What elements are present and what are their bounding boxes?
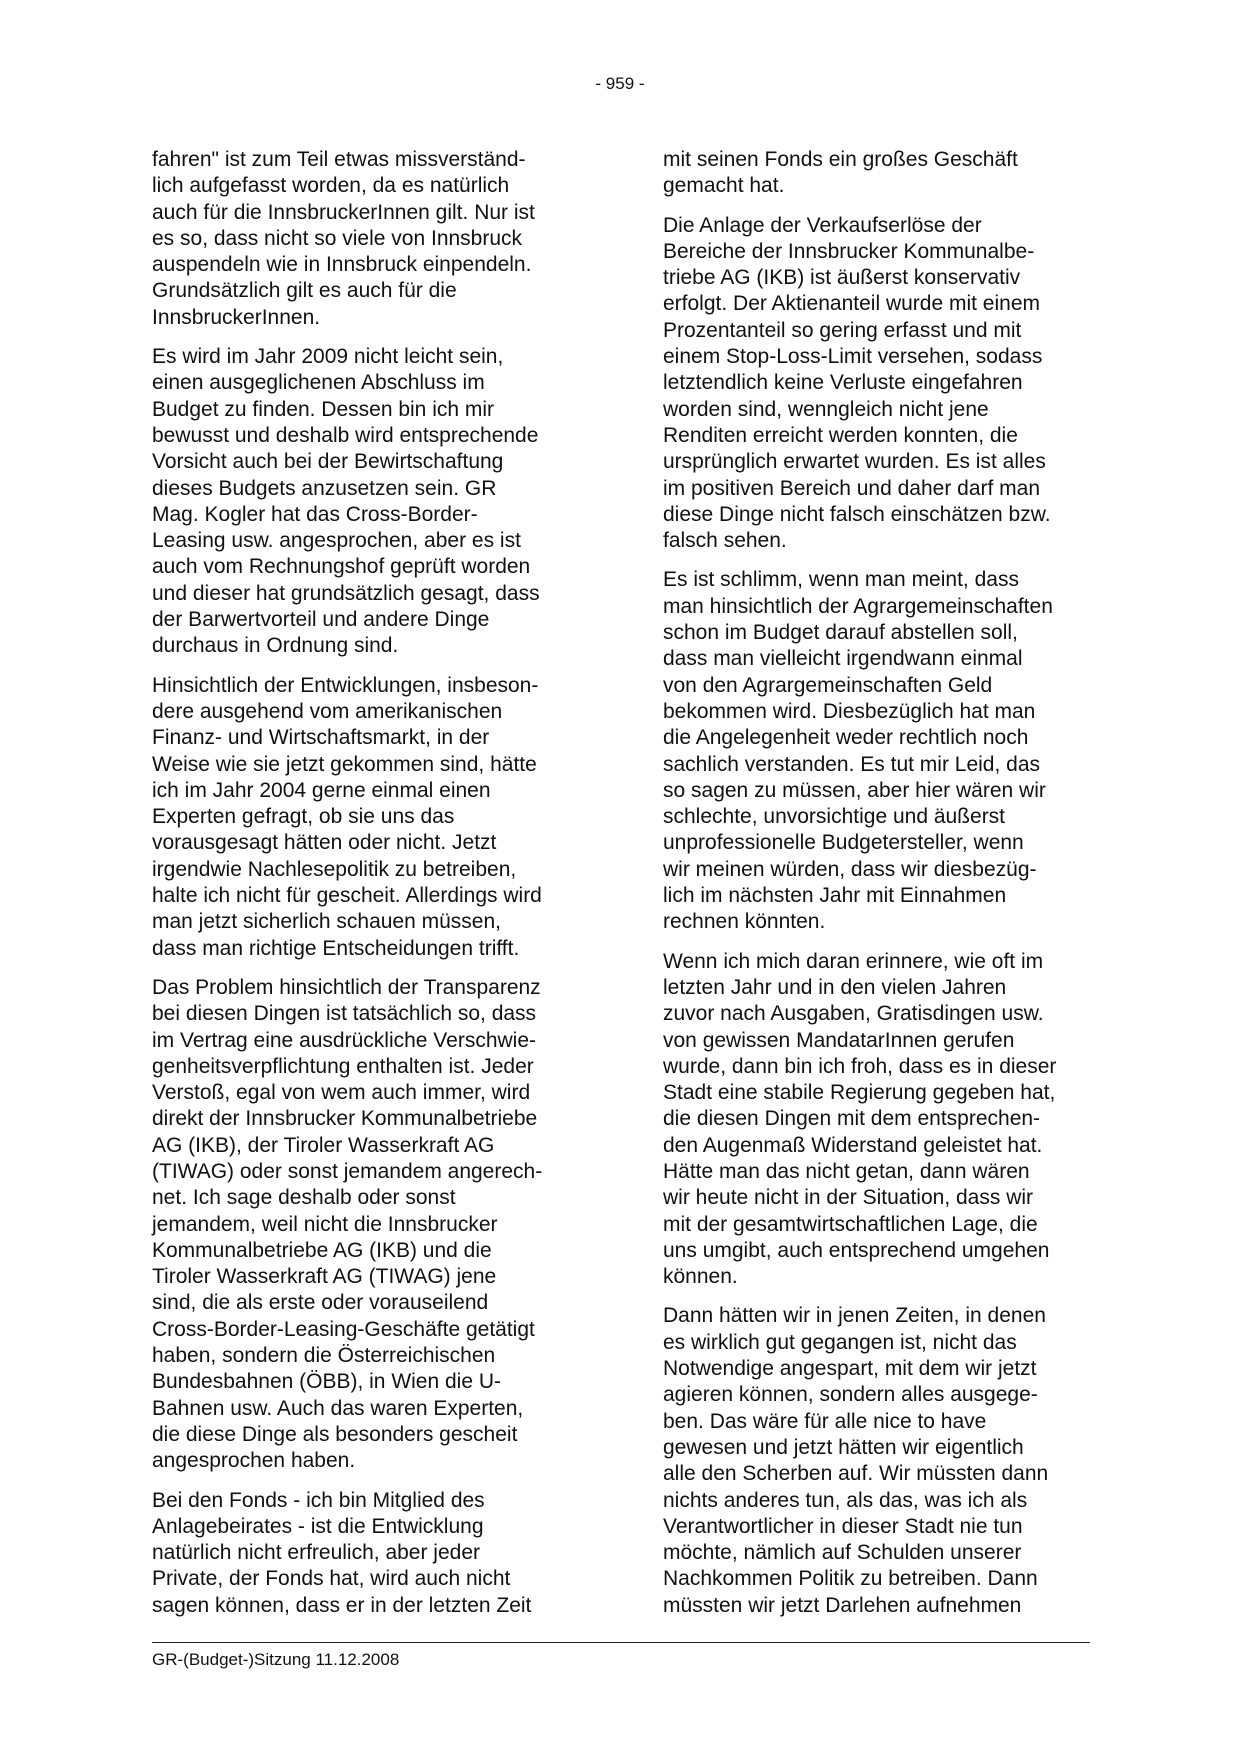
footer-divider (152, 1642, 1090, 1643)
paragraph: Das Problem hinsichtlich der Transparenz bei diesen Dingen ist tatsächlich so, dass im Vertrag eine ausdrückliche Verschwie- genheitsverpflichtung enthalten ist. Jeder Verstoß, egal von wem auch immer, wird direkt der Innsbrucker Kommunalbetriebe AG (IKB), der Tiroler Wasserkraft AG (TIWAG) oder sonst jemandem angerech- net. Ich sage deshalb oder sonst jemandem, weil nicht die Innsbrucker Kommunalbetriebe AG (IKB) und die Tiroler Wasserkraft AG (TIWAG) jene sind, die als erste oder vorauseilend Cross-Border-Leasing-Geschäfte getätigt haben, sondern die Österreichischen Bundesbahnen (ÖBB), in Wien die U- Bahnen usw. Auch das waren Experten, die diese Dinge als besonders gescheit angesprochen haben. (152, 975, 543, 1473)
paragraph: mit seinen Fonds ein großes Geschäft gemacht hat. (663, 148, 1018, 198)
left-text-column (152, 147, 592, 1632)
paragraph: Bei den Fonds - ich bin Mitglied des Anlagebeirates - ist die Entwicklung natürlich nicht erfreulich, aber jeder Private, der Fonds hat, wird auch nicht sagen können, dass er in der letzten Zeit (152, 1488, 532, 1617)
paragraph: Hinsichtlich der Entwicklungen, insbeson- dere ausgehend vom amerikanischen Finanz- und Wirtschaftsmarkt, in der Weise wie sie jetzt gekommen sind, hätte ich im Jahr 2004 gerne einmal einen Experten gefragt, ob sie uns das vorausgesagt hätten oder nicht. Jetzt irgendwie Nachlesepolitik zu betreiben, halte ich nicht für gescheit. Allerdings wird man jetzt sicherlich schauen müssen, dass man richtige Entscheidungen trifft. (152, 673, 542, 960)
paragraph: Wenn ich mich daran erinnere, wie oft im letzten Jahr und in den vielen Jahren zuvor nach Ausgaben, Gratisdingen usw. von gewissen MandatarInnen gerufen wurde, dann bin ich froh, dass es in dieser Stadt eine stabile Regierung gegeben hat, die diesen Dingen mit dem entsprechen- den Augenmaß Widerstand geleistet hat. Hätte man das nicht getan, dann wären wir heute nicht in der Situation, dass wir mit der gesamtwirtschaftlichen Lage, die uns umgibt, auch entsprechend umgehen können. (663, 949, 1057, 1289)
paragraph: fahren" ist zum Teil etwas missverständ- lich aufgefasst worden, da es natürlich auch für die InnsbruckerInnen gilt. Nur ist es so, dass nicht so viele von Innsbruck auspendeln wie in Innsbruck einpendeln. Grundsätzlich gilt es auch für die InnsbruckerInnen. (152, 148, 535, 329)
paragraph: Die Anlage der Verkaufserlöse der Bereiche der Innsbrucker Kommunalbe- triebe AG (IKB) ist äußerst konservativ erfolgt. Der Aktienanteil wurde mit einem Prozentanteil so gering erfasst und mit einem Stop-Loss-Limit versehen, sodass letztendlich keine Verluste eingefahren worden sind, wenngleich nicht jene Renditen erreicht werden konnten, die ursprünglich erwartet wurden. Es ist alles im positiven Bereich und daher darf man diese Dinge nicht falsch einschätzen bzw. falsch sehen. (663, 213, 1051, 553)
footer-session-label: GR-(Budget-)Sitzung 11.12.2008 (152, 1650, 400, 1669)
paragraph: Es wird im Jahr 2009 nicht leicht sein, einen ausgeglichenen Abschluss im Budget zu finden. Dessen bin ich mir bewusst und deshalb wird entsprechende Vorsicht auch bei der Bewirtschaftung dieses Budgets anzusetzen sein. GR Mag. Kogler hat das Cross-Border- Leasing usw. angesprochen, aber es ist auch vom Rechnungshof geprüft worden und dieser hat grundsätzlich gesagt, dass der Barwertvorteil und andere Dinge durchaus in Ordnung sind. (152, 345, 540, 658)
right-text-column (663, 147, 1113, 1632)
paragraph: Dann hätten wir in jenen Zeiten, in denen es wirklich gut gegangen ist, nicht das Notwendige angespart, mit dem wir jetzt agieren können, sondern alles ausgege- ben. Das wäre für alle nice to have gewesen und jetzt hätten wir eigentlich alle den Scherben auf. Wir müssten dann nichts anderes tun, als das, was ich als Verantwortlicher in dieser Stadt nie tun möchte, nämlich auf Schulden unserer Nachkommen Politik zu betreiben. Dann müssten wir jetzt Darlehen aufnehmen (663, 1304, 1049, 1617)
page-number: - 959 - (595, 74, 645, 93)
paragraph: Es ist schlimm, wenn man meint, dass man hinsichtlich der Agrargemeinschaften schon im Budget darauf abstellen soll, dass man vielleicht irgendwann einmal von den Agrargemeinschaften Geld bekommen wird. Diesbezüglich hat man die Angelegenheit weder rechtlich noch sachlich verstanden. Es tut mir Leid, das so sagen zu müssen, aber hier wären wir schlechte, unvorsichtige und äußerst unprofessionelle Budgetersteller, wenn wir meinen würden, dass wir diesbezüg- lich im nächsten Jahr mit Einnahmen rechnen könnten. (663, 568, 1053, 934)
